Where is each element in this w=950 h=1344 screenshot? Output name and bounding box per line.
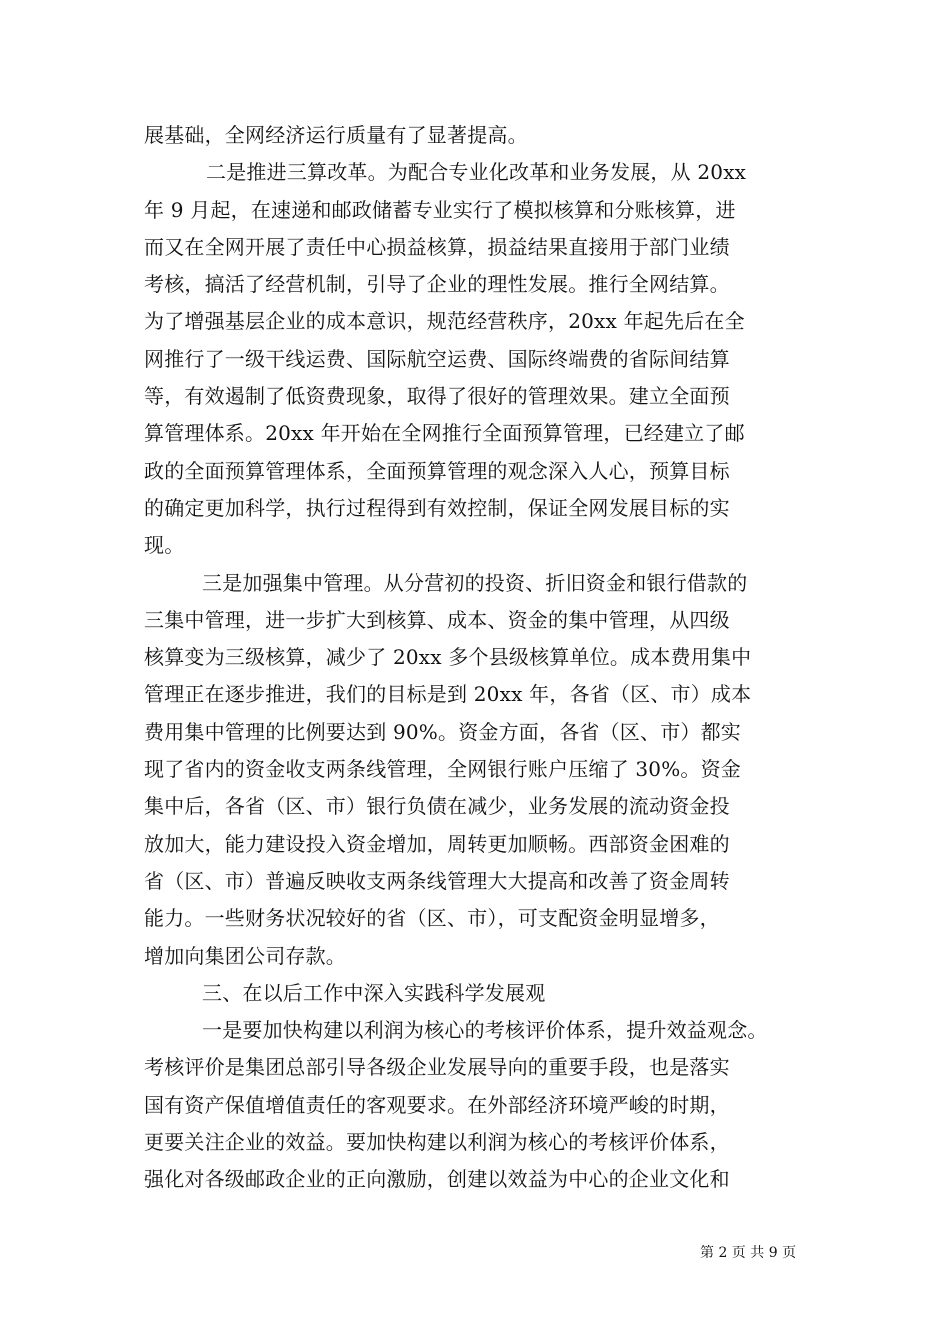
text-line: 现。 <box>144 533 185 558</box>
text-line: 三集中管理，进一步扩大到核算、成本、资金的集中管理，从四级 <box>144 607 730 632</box>
text-line: 考核评价是集团总部引导各级企业发展导向的重要手段，也是落实 <box>144 1055 730 1080</box>
text-line: 考核，搞活了经营机制，引导了企业的理性发展。推行全网结算。 <box>144 272 730 297</box>
page-number-footer: 第 2 页 共 9 页 <box>700 1245 797 1261</box>
text-line: 更要关注企业的效益。要加快构建以利润为核心的考核评价体系， <box>144 1130 730 1155</box>
text-line: 算管理体系。20xx 年开始在全网推行全面预算管理，已经建立了邮 <box>144 421 745 446</box>
section-heading: 三、在以后工作中深入实践科学发展观 <box>202 980 546 1005</box>
text-line: 二是推进三算改革。为配合专业化改革和业务发展，从 20xx <box>206 160 747 185</box>
text-line: 放加大，能力建设投入资金增加，周转更加顺畅。西部资金困难的 <box>144 831 730 856</box>
text-line: 管理正在逐步推进，我们的目标是到 20xx 年，各省（区、市）成本 <box>144 682 752 707</box>
text-line: 年 9 月起，在速递和邮政储蓄专业实行了模拟核算和分账核算，进 <box>144 197 736 222</box>
text-line: 集中后，各省（区、市）银行负债在减少，业务发展的流动资金投 <box>144 794 730 819</box>
text-line: 为了增强基层企业的成本意识，规范经营秩序，20xx 年起先后在全 <box>144 309 745 334</box>
body-text <box>144 117 816 1199</box>
text-line: 一是要加快构建以利润为核心的考核评价体系，提升效益观念。 <box>202 1018 768 1043</box>
text-line: 核算变为三级核算，减少了 20xx 多个县级核算单位。成本费用集中 <box>144 645 752 670</box>
text-line: 费用集中管理的比例要达到 90%。资金方面，各省（区、市）都实 <box>144 719 742 744</box>
text-line: 网推行了一级干线运费、国际航空运费、国际终端费的省际间结算 <box>144 346 730 371</box>
text-line: 现了省内的资金收支两条线管理，全网银行账户压缩了 30%。资金 <box>144 757 742 782</box>
text-line: 强化对各级邮政企业的正向激励，创建以效益为中心的企业文化和 <box>144 1167 730 1192</box>
text-line: 政的全面预算管理体系，全面预算管理的观念深入人心，预算目标 <box>144 458 730 483</box>
text-line: 展基础，全网经济运行质量有了显著提高。 <box>144 123 528 147</box>
text-line: 等，有效遏制了低资费现象，取得了很好的管理效果。建立全面预 <box>144 384 730 409</box>
text-line: 而又在全网开展了责任中心损益核算，损益结果直接用于部门业绩 <box>144 234 730 259</box>
text-line: 能力。一些财务状况较好的省（区、市），可支配资金明显增多， <box>144 906 720 931</box>
text-line: 增加向集团公司存款。 <box>144 943 346 968</box>
text-line: 的确定更加科学，执行过程得到有效控制，保证全网发展目标的实 <box>144 495 730 520</box>
text-line: 三是加强集中管理。从分营初的投资、折旧资金和银行借款的 <box>202 570 748 595</box>
text-line: 国有资产保值增值责任的客观要求。在外部经济环境严峻的时期， <box>144 1092 730 1117</box>
text-line: 省（区、市）普遍反映收支两条线管理大大提高和改善了资金周转 <box>144 868 730 893</box>
